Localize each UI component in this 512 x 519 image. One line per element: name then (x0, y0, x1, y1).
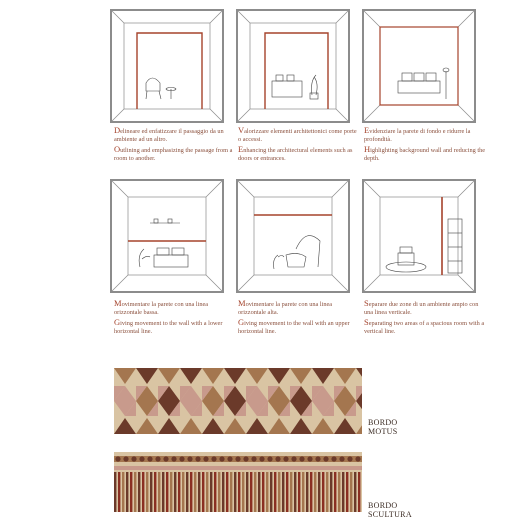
caption-italian: Delineare ed enfatizzare il passaggio da un ambiente ad un altro. (114, 125, 224, 143)
caption-english: Outlining and emphasizing the passage from a room to another. (114, 144, 233, 162)
caption-background-wall (364, 127, 486, 165)
border-label-line1: BORDO (368, 501, 398, 510)
caption-italian: Separare due zone di un ambiente ampio con una linea verticale. (364, 298, 479, 316)
caption-low-horizontal-line (114, 300, 236, 338)
caption-italian: Movimentare la parete con una linea orizzontale bassa. (114, 298, 209, 316)
caption-vertical-line (364, 300, 486, 338)
border-motus-label (368, 418, 398, 436)
caption-italian: Evidenziare la parete di fondo e ridurre la profondità. (364, 125, 471, 143)
caption-english: Highlighting background wall and reducing the depth. (364, 144, 486, 162)
border-scultura-swatch (114, 452, 362, 512)
caption-italian: Movimentare la parete con una linea orizzontale alta. (238, 298, 333, 316)
caption-english: Separating two areas of a spacious room with a vertical line. (364, 317, 485, 335)
caption-english: Giving movement to the wall with a lower horizontal line. (114, 317, 223, 335)
illustration-vertical-line (362, 179, 476, 293)
illustration-passage-outline (110, 9, 224, 123)
border-label-line2: SCULTURA (368, 510, 412, 519)
caption-architectural-elements (238, 127, 360, 165)
caption-high-horizontal-line (238, 300, 360, 338)
border-motus-swatch (114, 368, 362, 434)
illustration-architectural-elements (236, 9, 350, 123)
caption-english: Giving movement to the wall with an upper horizontal line. (238, 317, 350, 335)
illustration-high-horizontal-line (236, 179, 350, 293)
border-label-line2: MOTUS (368, 427, 398, 436)
caption-passage-outline (114, 127, 236, 165)
illustration-background-wall (362, 9, 476, 123)
border-label-line1: BORDO (368, 418, 398, 427)
illustration-low-horizontal-line (110, 179, 224, 293)
border-scultura-label (368, 501, 412, 519)
caption-english: Enhancing the architectural elements such as doors or entrances. (238, 144, 353, 162)
caption-italian: Valorizzare elementi architettonici come porte o accessi. (238, 125, 357, 143)
